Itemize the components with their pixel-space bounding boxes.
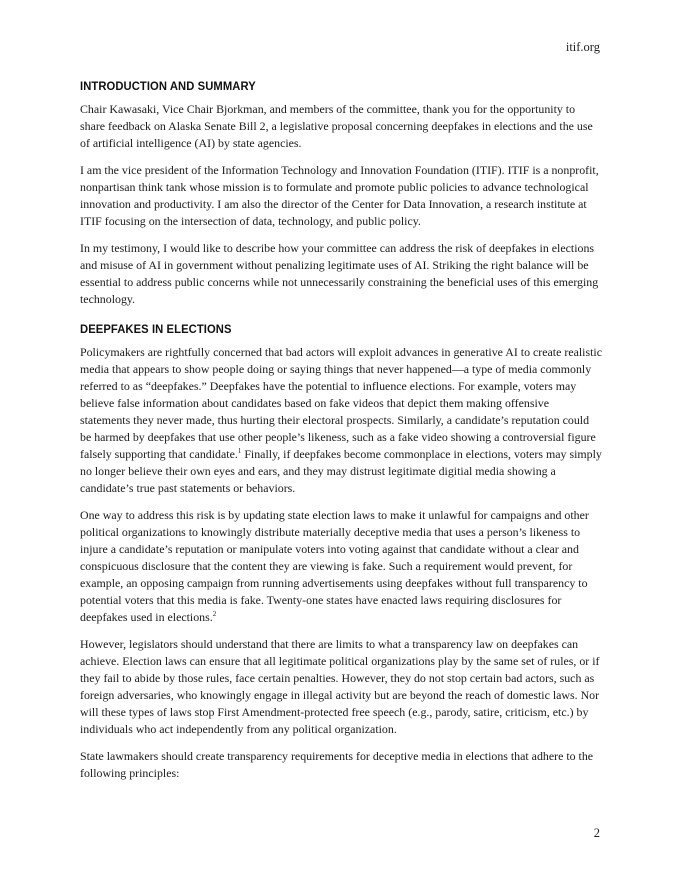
page-number: 2	[593, 826, 600, 840]
deepfakes-paragraph-4: State lawmakers should create transparency requirements for deceptive media in elections that adhere to the following principles:	[80, 749, 594, 780]
deepfakes-paragraph-1	[80, 344, 602, 497]
footnote-ref-1[interactable]: 1	[237, 447, 242, 456]
document-body	[80, 79, 602, 792]
deepfakes-paragraph-2	[80, 507, 602, 626]
intro-paragraph-3: In my testimony, I would like to describe how your committee can address the risk of deepfakes in elections and misuse of AI in government without penalizing legitimate uses of AI. Striking the right balance will be essential to address public concerns while not unnecessarily constraining the beneficial uses of this emerging technology.	[80, 241, 599, 306]
section-heading-introduction: INTRODUCTION AND SUMMARY	[80, 79, 256, 93]
section-heading-deepfakes: DEEPFAKES IN ELECTIONS	[80, 322, 232, 336]
site-url: itif.org	[565, 40, 600, 54]
intro-paragraph-2: I am the vice president of the Information Technology and Innovation Foundation (ITIF). ITIF is a nonprofit, nonpartisan think tank whose mission is to formulate and promote public policies to advance technological innovation and productivity. I am also the director of the Center for Data Innovation, a research institute at ITIF focusing on the intersection of data, technology, and public policy.	[80, 163, 599, 228]
deepfakes-paragraph-3: However, legislators should understand that there are limits to what a transparency law on deepfakes can achieve. Election laws can ensure that all legitimate political organizations play by the same set of rules, or if they fail to abide by those rules, face certain penalties. However, they do not stop certain bad actors, such as foreign adversaries, who knowingly engage in illegal activity but are beyond the reach of domestic laws. Nor will these types of laws stop First Amendment-protected free speech (e.g., parody, satire, criticism, etc.) by individuals who act independently from any political organization.	[80, 637, 600, 736]
deepfakes-paragraph-2-text: One way to address this risk is by updating state election laws to make it unlawful for campaigns and other political organizations to knowingly distribute materially deceptive media that uses a person’s likeness to injure a candidate’s reputation or manipulate voters into voting against that candidate without a clear and conspicuous disclosure that the content they are viewing is fake. Such a requirement would prevent, for example, an opposing campaign from running advertisements using deepfakes without full transparency to potential voters that this media is fake. Twenty-one states have enacted laws requiring disclosures for deepfakes used in elections.	[80, 508, 589, 624]
deepfakes-paragraph-1-text-b: Finally, if deepfakes become commonplace in elections, voters may simply no longer believe their own eyes and ears, and they may distrust legitimate digitial media showing a candidate’s true past statements or behaviors.	[80, 447, 602, 495]
footnote-ref-2[interactable]: 2	[212, 610, 217, 619]
intro-paragraph-1: Chair Kawasaki, Vice Chair Bjorkman, and members of the committee, thank you for the opportunity to share feedback on Alaska Senate Bill 2, a legislative proposal concerning deepfakes in elections and the use of artificial intelligence (AI) by state agencies.	[80, 102, 593, 150]
deepfakes-paragraph-1-text-a: Policymakers are rightfully concerned that bad actors will exploit advances in generative AI to create realistic media that appears to show people doing or saying things that never happened—a type of media commonly referred to as “deepfakes.” Deepfakes have the potential to influence elections. For example, voters may believe false information about candidates based on fake videos that depict them making offensive statements they never made, thus hurting their electoral prospects. Similarly, a candidate’s reputation could be harmed by deepfakes that use other people’s likeness, such as a fake video showing a controversial figure falsely supporting that candidate.	[80, 345, 602, 461]
